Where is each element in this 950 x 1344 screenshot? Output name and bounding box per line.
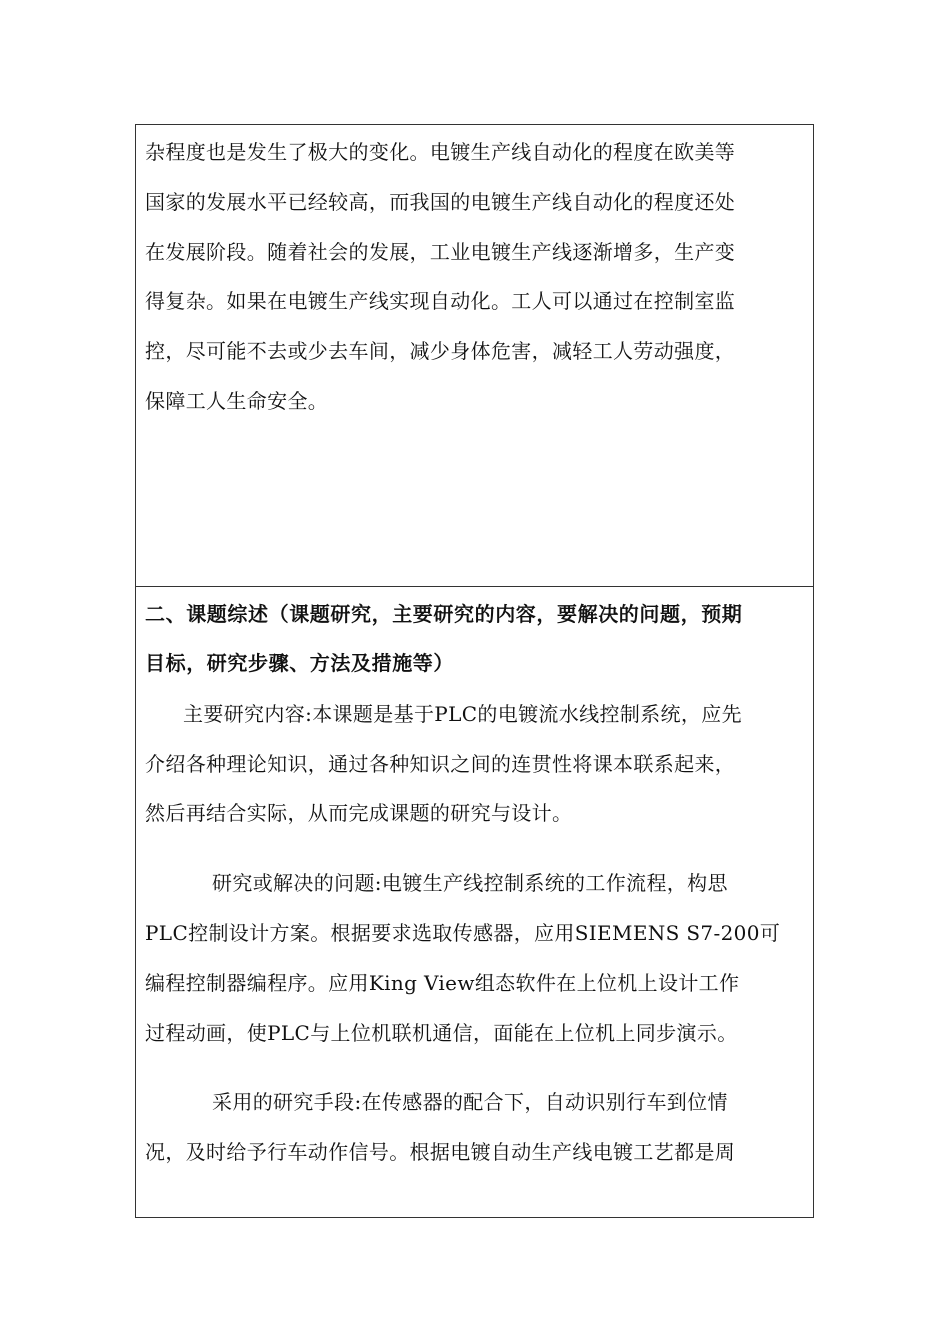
- methods-paragraph: 况，及时给予行车动作信号。根据电镀自动生产线电镀工艺都是周: [145, 1140, 736, 1164]
- methods-paragraph: 采用的研究手段:在传感器的配合下，自动识别行车到位情: [212, 1090, 728, 1114]
- research-content-paragraph: 介绍各种理论知识，通过各种知识之间的连贯性将课本联系起来，: [145, 752, 736, 776]
- problem-paragraph: 编程控制器编程序。应用King View组态软件在上位机上设计工作: [145, 971, 740, 995]
- body-text-line: 国家的发展水平已经较高，而我国的电镀生产线自动化的程度还处: [145, 190, 736, 214]
- problem-paragraph: PLC控制设计方案。根据要求选取传感器，应用SIEMENS S7-200可: [145, 921, 781, 945]
- section-heading: 二、课题综述（课题研究，主要研究的内容，要解决的问题，预期: [145, 602, 743, 626]
- background-section-cell: [136, 125, 813, 587]
- problem-paragraph: 研究或解决的问题:电镀生产线控制系统的工作流程，构思: [212, 871, 728, 895]
- body-text-line: 杂程度也是发生了极大的变化。电镀生产线自动化的程度在欧美等: [145, 140, 736, 164]
- body-text-line: 控，尽可能不去或少去车间，减少身体危害，减轻工人劳动强度，: [145, 339, 736, 363]
- body-text-line: 在发展阶段。随着社会的发展，工业电镀生产线逐渐增多，生产变: [145, 240, 736, 264]
- form-table: [135, 124, 814, 1218]
- body-text-line: 保障工人生命安全。: [145, 389, 329, 413]
- section-heading: 目标，研究步骤、方法及措施等）: [145, 651, 454, 675]
- problem-paragraph: 过程动画，使PLC与上位机联机通信，面能在上位机上同步演示。: [145, 1021, 738, 1045]
- body-text-line: 得复杂。如果在电镀生产线实现自动化。工人可以通过在控制室监: [145, 289, 736, 313]
- research-content-paragraph: 然后再结合实际，从而完成课题的研究与设计。: [145, 801, 573, 825]
- research-content-paragraph: 主要研究内容:本课题是基于PLC的电镀流水线控制系统，应先: [183, 702, 742, 726]
- topic-overview-section-cell: [136, 587, 813, 1217]
